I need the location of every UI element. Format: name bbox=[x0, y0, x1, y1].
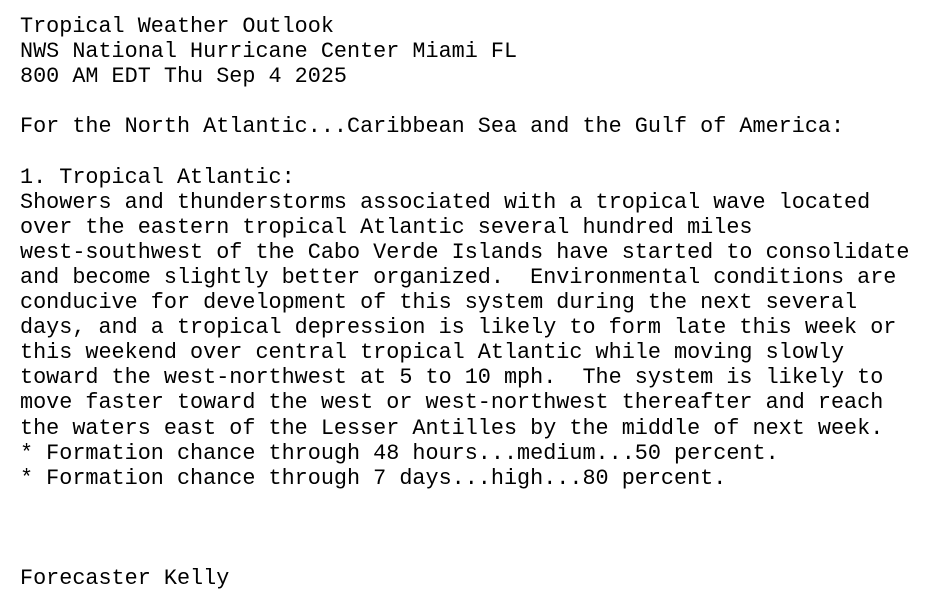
body-line: west-southwest of the Cabo Verde Islands have started to consolidate bbox=[20, 239, 910, 265]
body-line: toward the west-northwest at 5 to 10 mph. The system is likely to bbox=[20, 365, 884, 391]
spacer bbox=[20, 491, 950, 566]
spacer bbox=[20, 139, 950, 164]
spacer bbox=[20, 89, 950, 114]
body-line: conducive for development of this system during the next several bbox=[20, 290, 858, 316]
region-statement: For the North Atlantic...Caribbean Sea and the Gulf of America: bbox=[20, 114, 845, 140]
body-line: this weekend over central tropical Atlantic while moving slowly bbox=[20, 340, 845, 366]
body-line: over the eastern tropical Atlantic several hundred miles bbox=[20, 214, 753, 240]
document-title: Tropical Weather Outlook bbox=[20, 14, 334, 39]
body-line: move faster toward the west or west-northwest thereafter and reach bbox=[20, 390, 884, 416]
formation-chance-48h: * Formation chance through 48 hours...medium...50 percent. bbox=[20, 440, 779, 466]
body-line: and become slightly better organized. Environmental conditions are bbox=[20, 264, 897, 290]
forecaster-signature: Forecaster Kelly bbox=[20, 566, 230, 592]
body-line: Showers and thunderstorms associated with a tropical wave located bbox=[20, 189, 871, 215]
issue-time: 800 AM EDT Thu Sep 4 2025 bbox=[20, 64, 348, 90]
body-line: the waters east of the Lesser Antilles by the middle of next week. bbox=[20, 415, 884, 441]
body-line: days, and a tropical depression is likely to form late this week or bbox=[20, 315, 897, 341]
issuing-office: NWS National Hurricane Center Miami FL bbox=[20, 39, 518, 65]
section-heading: 1. Tropical Atlantic: bbox=[20, 164, 295, 190]
formation-chance-7d: * Formation chance through 7 days...high...80 percent. bbox=[20, 465, 727, 491]
